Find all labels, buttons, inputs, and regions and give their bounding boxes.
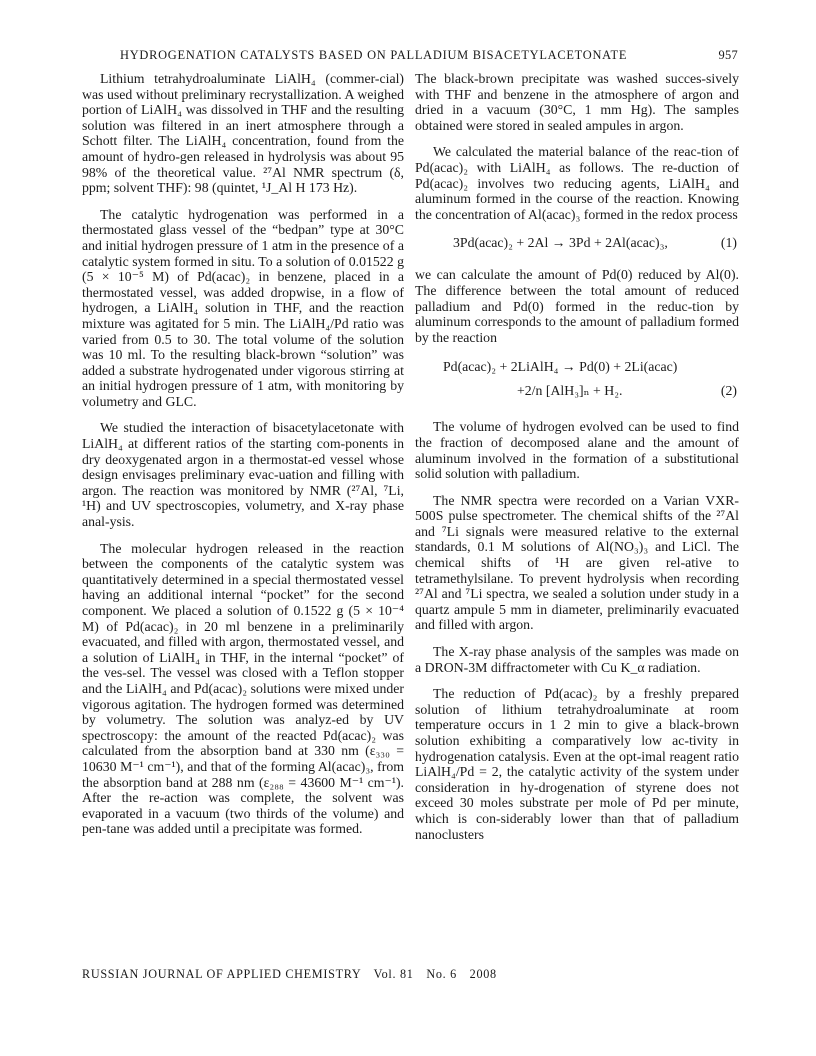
page-number: 957 [718,48,738,62]
running-header [82,48,738,66]
paragraph-reduction-results: The reduction of Pd(acac)₂ by a freshly prepared solution of lithium tetrahydroaluminate at room temperature occurs in 1 2 min to give a black-brown solution exhibiting a comparatively low ac-tivity in hydrogenation catalysis. Even at the opt-imal reagent ratio LiAlH₄/Pd = 2, the catalytic activity of the system under consideration in hy-drogenation of styrene does not exceed 30 moles substrate per mole of Pd per minute, which is con-siderably lower than that of palladium nanoclusters [415,686,739,842]
paragraph-hydrogenation-procedure: The catalytic hydrogenation was performed in a thermostated glass vessel of the “bedpan” type at 30°C and initial hydrogen pressure of 1 atm in the presence of a catalytic system formed in situ. To a solution of 0.01522 g (5 × 10⁻⁵ M) of Pd(acac)₂ in benzene, placed in a thermostated vessel, was added dropwise, in a flow of hydrogen, a LiAlH₄ solution in THF, and the reaction mixture was agitated for 5 min. The LiAlH₄/Pd ratio was varied from 0.5 to 30. The total volume of the solution was 10 ml. To the resulting black-brown “solution” was added a substrate hydrogenated under vigorous stirring at an initial hydrogen pressure of 1 atm, with monitoring by volumetry and GLC. [82,206,404,409]
equation-2-line-1: Pd(acac)₂ + 2LiAlH₄ → Pd(0) + 2Li(acac) [443,359,678,375]
journal-number: No. 6 [426,967,457,981]
paragraph-nmr-spectra: The NMR spectra were recorded on a Varian VXR-500S pulse spectrometer. The chemical shifts of the ²⁷Al and ⁷Li signals were measured relative to the external standards, 0.1 M solutions of Al(NO₃)₃ and LiCl. The chemical shifts of ¹H are given rel-ative to tetramethylsilane. To prevent hydrolysis when recording ²⁷Al and ⁷Li spectra, we sealed a solution under study in a quartz ampule 5 mm in diameter, preliminarily evacuated and filled with argon. [415,492,739,633]
paragraph-reagent-prep: Lithium tetrahydroaluminate LiAlH₄ (commer-cial) was used without preliminary recrystallization. A weighed portion of LiAlH₄ was dissolved in THF and the resulting solution was filtered in an inert atmosphere through a Schott filter. The LiAlH₄ concentration, found from the amount of hydro-gen released in hydrolysis was about 95 98% of the theoretical value. ²⁷Al NMR spectrum (δ, ppm; solvent THF): 98 (quintet, ¹J_Al H 173 Hz). [82,71,404,196]
journal-footer [82,967,497,982]
journal-name: RUSSIAN JOURNAL OF APPLIED CHEMISTRY [82,967,361,981]
journal-year: 2008 [469,967,497,981]
equation-2-line-2: +2/n [AlH₃]ₙ + H₂. [517,383,623,399]
equation-2-number: (2) [720,383,737,399]
equation-1-expression: 3Pd(acac)₂ + 2Al → 3Pd + 2Al(acac)₃, [453,235,668,251]
paragraph-hydrogen-volume: The volume of hydrogen evolved can be used to find the fraction of decomposed alane and the amount of aluminum involved in the formation of a substitutional solid solution with palladium. [415,419,739,482]
equation-1 [415,235,739,253]
paragraph-palladium-difference: we can calculate the amount of Pd(0) reduced by Al(0). The difference between the total amount of reduced palladium and Pd(0) formed in the reduc-tion by aluminum corresponds to the amount of palladium formed by the reaction [415,267,739,345]
journal-volume: Vol. 81 [373,967,414,981]
left-column [82,71,404,837]
paragraph-precipitate: The black-brown precipitate was washed succes-sively with THF and benzene in the atmosphere of argon and dried in a vacuum (30°C, 1 mm Hg). The samples obtained were stored in sealed ampules in argon. [415,71,739,133]
paragraph-hydrogen-measurement: The molecular hydrogen released in the reaction between the components of the catalytic system was quantitatively determined in a special thermostated vessel having an additional internal “pocket” for the second component. We placed a solution of 0.1522 g (5 × 10⁻⁴ M) of Pd(acac)₂ in 20 ml benzene in a preliminarily evacuated, and filled with argon, thermostated vessel, and a solution of LiAlH₄ in THF, in the internal “pocket” of the ves-sel. The vessel was closed with a Teflon stopper and the LiAlH₄ and Pd(acac)₂ solutions were mixed under vigorous agitation. The hydrogen formed was determined by volumetry. The solution was analyz-ed by UV spectroscopy: the amount of the reacted Pd(acac)₂ was calculated from the absorption band at 330 nm (ε₃₃₀ = 10630 M⁻¹ cm⁻¹), and that of the forming Al(acac)₃, from the absorption band at 288 nm (ε₂₈₈ = 43600 M⁻¹ cm⁻¹). After the re-action was complete, the solvent was evaporated in a vacuum (two thirds of the volume) and pen-tane was added until a precipitate was formed. [82,540,404,837]
running-title: HYDROGENATION CATALYSTS BASED ON PALLADIUM BISACETYLACETONATE [120,48,628,62]
equation-1-number: (1) [720,235,737,251]
equation-2 [415,359,739,403]
right-column [415,71,739,842]
paragraph-interaction-study: We studied the interaction of bisacetylacetonate with LiAlH₄ at different ratios of the starting com-ponents in dry deoxygenated argon in a thermostat-ed vessel whose design envisages preliminary evac-uation and filling with argon. The reaction was monitored by NMR (²⁷Al, ⁷Li, ¹H) and UV spectroscopies, volumetry, and X-ray phase anal-ysis. [82,420,404,530]
paragraph-xray-analysis: The X-ray phase analysis of the samples was made on a DRON-3M diffractometer with Cu K_α radiation. [415,644,739,675]
paragraph-material-balance: We calculated the material balance of the reac-tion of Pd(acac)₂ with LiAlH₄ as follows. The re-duction of Pd(acac)₂ involves two reducing agents, LiAlH₄ and aluminum formed in the course of the reaction. Knowing the concentration of Al(acac)₃ formed in the redox process [415,144,739,222]
